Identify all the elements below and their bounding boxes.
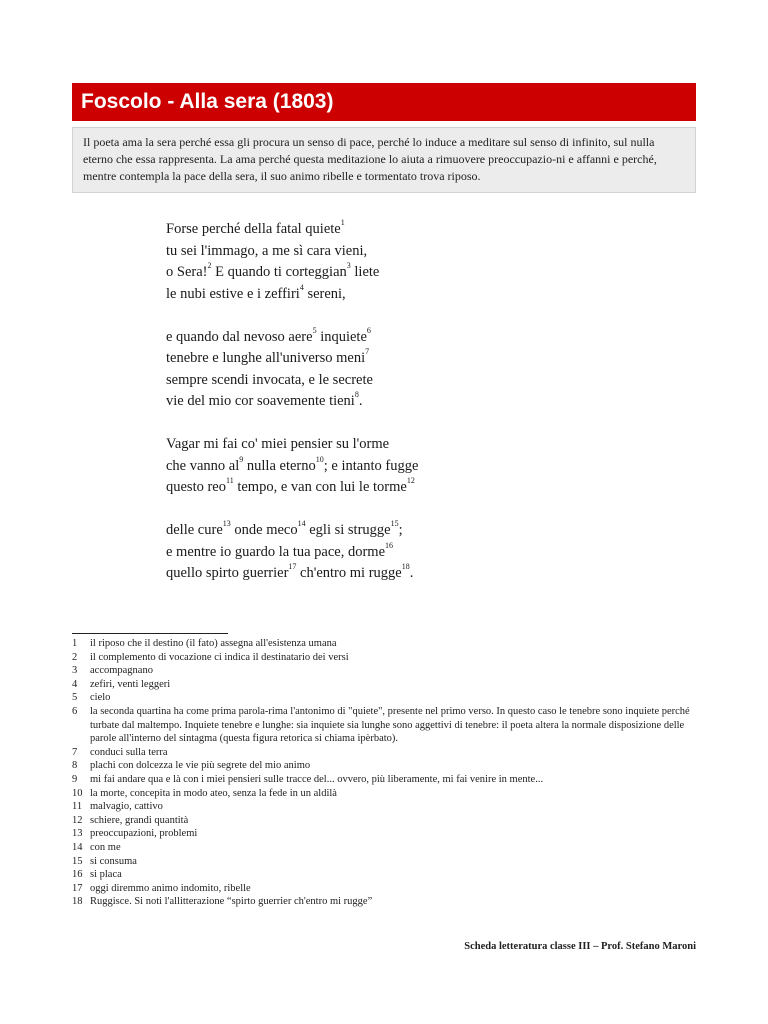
footnote-text: preoccupazioni, problemi bbox=[90, 828, 198, 840]
footnote-item bbox=[72, 691, 696, 705]
poem-text: Forse perché della fatal quiete bbox=[166, 221, 341, 237]
poem-text: . bbox=[358, 393, 363, 409]
poem-text: questo reo bbox=[166, 479, 226, 495]
footnote-text: la seconda quartina ha come prima parola-rima l'antonimo di "quiete", presente nel primo verso. In questo caso le tenebre sono inquiete perché turbate dal maltempo. Inquiete tenebre e lunghe: sia inquiete sia lunghe sono aggettivi di tenebre: il poeta altera la normale disposizione delle parole all'interno del sintagma (questa figura retorica si chiama ipèrbato). bbox=[90, 705, 690, 745]
footnote-number: 14 bbox=[72, 841, 83, 853]
poem-text: sereni, bbox=[303, 285, 346, 302]
poem-text: tenebre e lunghe all'universo meni bbox=[166, 350, 366, 366]
poem-line bbox=[166, 348, 496, 370]
footnote-marker: 17 bbox=[288, 562, 297, 572]
page-title: Foscolo - Alla sera (1803) bbox=[81, 90, 334, 113]
footnote-number: 10 bbox=[72, 787, 83, 799]
poem-text: e quando dal nevoso aere bbox=[166, 328, 313, 345]
footnote-marker: 4 bbox=[299, 282, 304, 292]
poem-text: le nubi estive e i zeffiri bbox=[166, 285, 300, 302]
poem-stanza bbox=[166, 219, 496, 305]
footnote-item bbox=[72, 651, 696, 665]
footnote-item bbox=[72, 895, 696, 909]
footnote-item bbox=[72, 705, 696, 746]
poem-text: sempre scendi invocata, e le secrete bbox=[166, 371, 373, 388]
footnote-number: 5 bbox=[72, 692, 78, 704]
footnote-text: conduci sulla terra bbox=[90, 746, 168, 758]
footnote-text: la morte, concepita in modo ateo, senza la fede in un aldilà bbox=[90, 787, 337, 799]
footnote-text: si placa bbox=[90, 869, 122, 881]
footnote-text: cielo bbox=[90, 692, 111, 704]
footnote-text: plachi con dolcezza le vie più segrete del mio animo bbox=[90, 760, 311, 772]
footnote-marker: 3 bbox=[346, 261, 351, 271]
footnote-number: 18 bbox=[72, 896, 83, 908]
poem-line bbox=[166, 241, 496, 263]
poem-text: ; bbox=[398, 522, 403, 538]
footnote-item bbox=[72, 787, 696, 801]
poem-text: . bbox=[409, 565, 414, 581]
footnote-number: 2 bbox=[72, 651, 78, 663]
footnote-marker: 6 bbox=[366, 325, 371, 335]
poem-text: tempo, e van con lui le torme bbox=[233, 479, 407, 495]
poem-text: inquiete bbox=[316, 328, 367, 345]
footnote-marker: 16 bbox=[385, 540, 394, 550]
poem-line bbox=[166, 284, 496, 306]
poem-text: e mentre io guardo la tua pace, dorme bbox=[166, 543, 386, 560]
poem-line bbox=[166, 542, 496, 564]
footnote-item bbox=[72, 664, 696, 678]
summary-text: Il poeta ama la sera perché essa gli procura un senso di pace, perché lo induce a meditare sul senso di infinito, sul nulla eterno che essa rappresenta. La ama perché questa meditazione lo aiuta a rimuovere preoccupazio-ni e affanni e perché, mentre contempla la pace della sera, il suo animo ribelle e tormentato trova riposo. bbox=[83, 135, 657, 183]
poem-text: egli si strugge bbox=[305, 522, 391, 538]
footnote-text: accompagnano bbox=[90, 665, 153, 677]
footnote-marker: 5 bbox=[312, 325, 317, 335]
footnote-number: 16 bbox=[72, 869, 83, 881]
poem-text: liete bbox=[350, 264, 380, 280]
summary-box bbox=[72, 127, 696, 193]
poem-text: o Sera! bbox=[166, 264, 208, 280]
footer-credit: Scheda letteratura classe III – Prof. Stefano Maroni bbox=[464, 941, 696, 952]
footnote-number: 6 bbox=[72, 705, 78, 717]
footnote-marker: 18 bbox=[401, 562, 410, 572]
footnote-text: malvagio, cattivo bbox=[90, 801, 163, 813]
poem-line bbox=[166, 262, 496, 284]
footnote-separator bbox=[72, 633, 228, 634]
footnote-text: con me bbox=[90, 841, 121, 853]
poem-text: che vanno al bbox=[166, 457, 240, 474]
poem-line bbox=[166, 456, 496, 478]
footnote-text: mi fai andare qua e là con i miei pensieri sulle tracce del... ovvero, più liberamente, mi fai venire in mente... bbox=[90, 773, 544, 785]
footnote-number: 3 bbox=[72, 665, 78, 677]
footnote-marker: 12 bbox=[406, 476, 415, 486]
poem-line bbox=[166, 434, 496, 456]
footnotes bbox=[72, 637, 696, 909]
footnote-marker: 15 bbox=[390, 519, 399, 529]
poem-stanza bbox=[166, 434, 496, 499]
footnote-number: 1 bbox=[72, 638, 78, 649]
poem-text: vie del mio cor soavemente tieni bbox=[166, 393, 355, 409]
poem-stanza bbox=[166, 520, 496, 585]
footnote-text: si consuma bbox=[90, 855, 137, 867]
footnote-text: zefiri, venti leggeri bbox=[90, 678, 171, 690]
footnote-text: il complemento di vocazione ci indica il destinatario dei versi bbox=[90, 651, 349, 663]
footnote-number: 7 bbox=[72, 746, 78, 758]
poem-text: tu sei l'immago, a me sì cara vieni, bbox=[166, 242, 368, 259]
footnote-text: Ruggisce. Si noti l'allitterazione “spirto guerrier ch'entro mi rugge” bbox=[90, 896, 373, 908]
poem-line bbox=[166, 370, 496, 392]
footnote-item bbox=[72, 814, 696, 828]
footnote-number: 4 bbox=[72, 678, 78, 690]
footnote-number: 15 bbox=[72, 855, 83, 867]
poem-line bbox=[166, 391, 496, 413]
footnote-marker: 8 bbox=[354, 390, 359, 400]
footnote-item bbox=[72, 678, 696, 692]
poem-text: ch'entro mi rugge bbox=[296, 565, 402, 581]
footnote-text: il riposo che il destino (il fato) assegna all'esistenza umana bbox=[90, 638, 337, 649]
footnote-item bbox=[72, 746, 696, 760]
poem-line bbox=[166, 327, 496, 349]
footnote-number: 17 bbox=[72, 882, 83, 894]
footnote-number: 8 bbox=[72, 760, 78, 772]
poem-text: onde meco bbox=[230, 522, 298, 538]
footnote-marker: 14 bbox=[297, 519, 306, 529]
poem-text: ; e intanto fugge bbox=[323, 457, 419, 474]
footnote-item bbox=[72, 827, 696, 841]
footnote-item bbox=[72, 841, 696, 855]
footnote-marker: 9 bbox=[239, 454, 244, 464]
footnote-number: 11 bbox=[72, 801, 83, 813]
footnote-marker: 2 bbox=[207, 261, 212, 271]
footnote-item bbox=[72, 800, 696, 814]
poem-line bbox=[166, 563, 496, 585]
footnote-item bbox=[72, 855, 696, 869]
footnote-marker: 13 bbox=[222, 519, 231, 529]
footnote-marker: 11 bbox=[226, 476, 234, 486]
poem-text: Vagar mi fai co' miei pensier su l'orme bbox=[166, 436, 390, 452]
poem-text: nulla eterno bbox=[243, 457, 316, 474]
footnote-marker: 10 bbox=[315, 454, 324, 464]
poem-text: quello spirto guerrier bbox=[166, 565, 289, 581]
footnote-text: schiere, grandi quantità bbox=[90, 814, 189, 826]
poem-line bbox=[166, 477, 496, 499]
footnote-number: 9 bbox=[72, 773, 78, 785]
footnote-item bbox=[72, 882, 696, 896]
footnote-marker: 1 bbox=[340, 218, 345, 228]
footnote-item bbox=[72, 759, 696, 773]
poem-line bbox=[166, 520, 496, 542]
footnote-item bbox=[72, 773, 696, 787]
footnote-number: 13 bbox=[72, 828, 83, 840]
footnote-number: 12 bbox=[72, 814, 83, 826]
footnote-item bbox=[72, 637, 696, 651]
poem-stanza bbox=[166, 327, 496, 413]
title-banner bbox=[72, 83, 696, 121]
poem-text: delle cure bbox=[166, 522, 223, 538]
poem-text: E quando ti corteggian bbox=[211, 264, 347, 280]
poem bbox=[166, 219, 496, 606]
footnote-text: oggi diremmo animo indomito, ribelle bbox=[90, 882, 251, 894]
footnote-marker: 7 bbox=[365, 347, 370, 357]
footnote-item bbox=[72, 868, 696, 882]
poem-line bbox=[166, 219, 496, 241]
